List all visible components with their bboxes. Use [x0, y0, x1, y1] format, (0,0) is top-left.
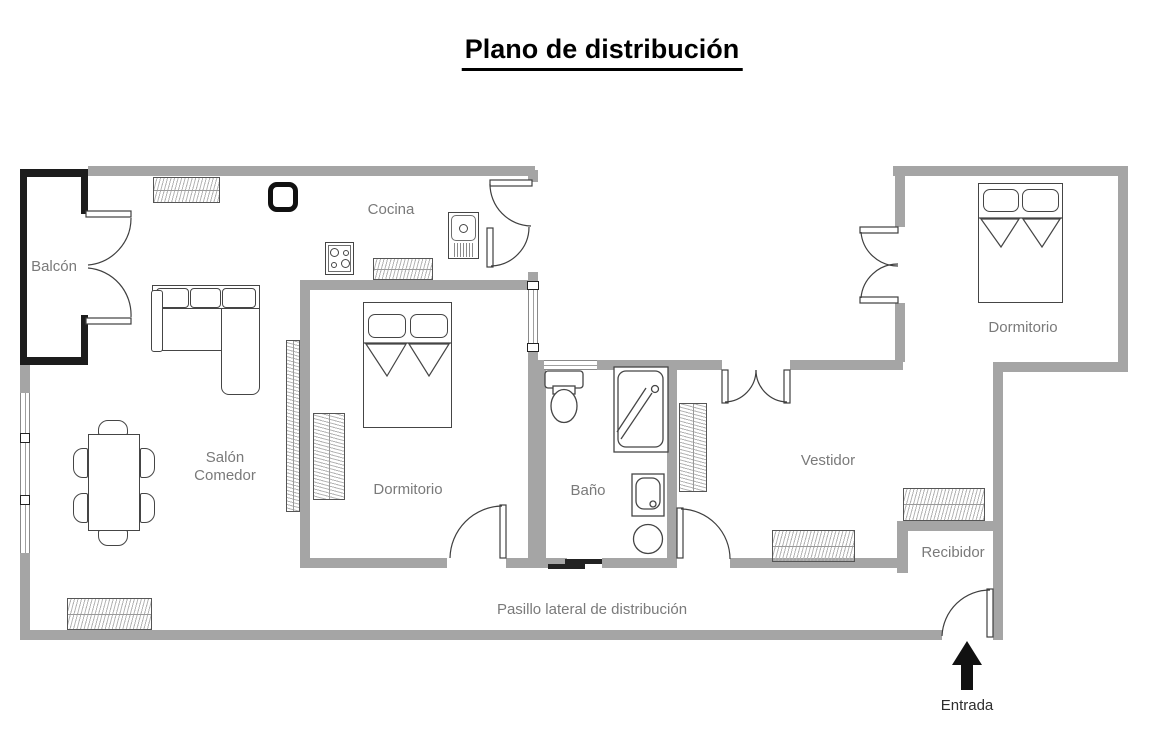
door-leaves: [86, 180, 993, 637]
door-leaf: [677, 508, 683, 558]
door-leaf: [490, 180, 532, 186]
door-leaf: [86, 318, 131, 324]
page-title: Plano de distribución: [462, 34, 743, 71]
door-leaf: [500, 505, 506, 558]
door-leaf: [487, 228, 493, 267]
room-label-vestidor: Vestidor: [800, 452, 856, 469]
room-label-dormitorio-secundario: Dormitorio: [988, 319, 1058, 336]
salon-line2: Comedor: [194, 467, 256, 484]
shower: [614, 367, 668, 452]
entrance-arrow-icon: [952, 641, 982, 690]
room-label-cocina: Cocina: [367, 201, 415, 218]
stool: [634, 525, 663, 554]
door-swing-arc: [490, 184, 531, 226]
bed-cover-folds: [363, 218, 1063, 376]
door-swing-arc: [861, 232, 898, 266]
door-swing-arc: [491, 227, 529, 266]
washbasin: [632, 474, 664, 516]
room-label-salon-comedor: [194, 449, 256, 485]
room-label-pasillo: Pasillo lateral de distribución: [496, 601, 688, 618]
door-swing-arc: [861, 264, 898, 298]
sliding-door: [548, 559, 602, 569]
entrance-label: Entrada: [940, 697, 994, 714]
room-label-recibidor: Recibidor: [921, 544, 985, 561]
room-label-balcon: Balcón: [31, 258, 77, 275]
door-leaf: [722, 370, 728, 403]
toilet: [545, 371, 583, 423]
door-leaf: [784, 370, 790, 403]
door-leaf: [86, 211, 131, 217]
door-swing-arc: [450, 506, 502, 558]
door-swing-arc: [942, 590, 990, 636]
room-label-bano: Baño: [570, 482, 606, 499]
salon-line1: Salón: [205, 449, 245, 466]
door-swing-arc: [681, 509, 730, 559]
door-leaf: [860, 297, 898, 303]
room-label-dormitorio-principal: Dormitorio: [373, 481, 443, 498]
door-swing-arcs: [88, 184, 990, 636]
door-swing-arc: [756, 370, 787, 402]
door-leaf: [860, 227, 898, 233]
door-swing-arc: [725, 370, 756, 402]
door-leaf: [987, 589, 993, 637]
door-swing-arc: [88, 268, 131, 317]
door-swing-arc: [88, 218, 131, 265]
